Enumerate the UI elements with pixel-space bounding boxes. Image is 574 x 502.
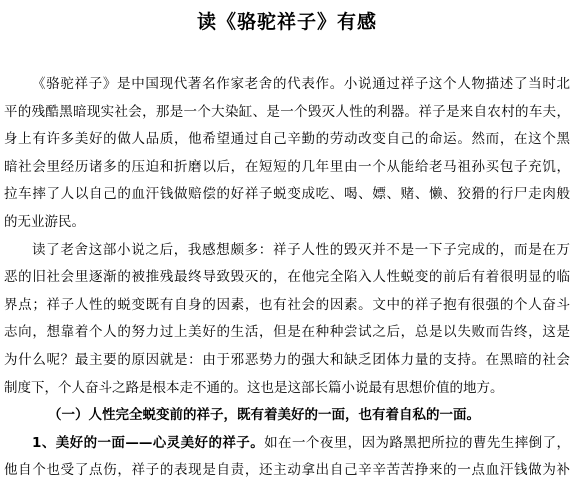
- paragraph-line: 拉车摔了人以自己的血汗钱做赔偿的好祥子蜕变成吃、喝、嫖、赌、懒、狡猾的行尸走肉般: [4, 186, 570, 203]
- subsection-heading: 1、美好的一面——心灵美好的祥子。: [32, 434, 265, 451]
- paragraph-line: 的无业游民。: [4, 213, 85, 230]
- paragraph-line: 志向，想靠着个人的努力过上美好的生活，但是在种种尝试之后，总是以失败而告终，这是: [4, 324, 570, 341]
- paragraph-line: 读了老舍这部小说之后，我感想颇多：祥子人性的毁灭并不是一下子完成的，而是在万: [32, 241, 570, 258]
- paragraph-line: 身上有许多美好的做人品质，他希望通过自己辛勤的劳动改变自己的命运。然而，在这个黑: [4, 131, 570, 148]
- paragraph-line: 制度下，个人奋斗之路是根本走不通的。这也是这部长篇小说最有思想价值的地方。: [4, 379, 504, 396]
- paragraph-line: 为什么呢？最主要的原因就是：由于邪恶势力的强大和缺乏团体力量的支持。在黑暗的社会: [4, 351, 570, 368]
- paragraph-line: 《骆驼祥子》是中国现代著名作家老舍的代表作。小说通过祥子这个人物描述了当时北: [32, 76, 570, 92]
- paragraph-line: 他自个也受了点伤，祥子的表现是自责，还主动拿出自己辛辛苦苦挣来的一点血汗钱做为补: [4, 462, 570, 479]
- paragraph-text: 如在一个夜里，因为路黑把所拉的曹先生摔倒了，: [264, 434, 570, 451]
- paragraph-line: [4, 430, 570, 458]
- document-body: [4, 71, 570, 485]
- paragraph-line: 界点；祥子人性的蜕变既有自身的因素，也有社会的因素。文中的祥子抱有很强的个人奋斗: [4, 296, 570, 313]
- paragraph-line: 暗社会里经历诸多的压迫和折磨以后，在短短的几年里由一个从能给老马祖孙买包子充饥，: [4, 158, 570, 175]
- document-title: 读《骆驼祥子》有感: [196, 11, 377, 33]
- paragraph-line: 平的残酷黑暗现实社会，那是一个大染缸、是一个毁灭人性的利器。祥子是来自农村的车夫，: [4, 103, 570, 120]
- section-heading: （一）人性完全蜕变前的祥子，既有着美好的一面，也有着自私的一面。: [48, 407, 480, 424]
- paragraph-line: 恶的旧社会里逐渐的被推残最终导致毁灭的，在他完全陷入人性蜕变的前后有着很明显的临: [4, 269, 570, 286]
